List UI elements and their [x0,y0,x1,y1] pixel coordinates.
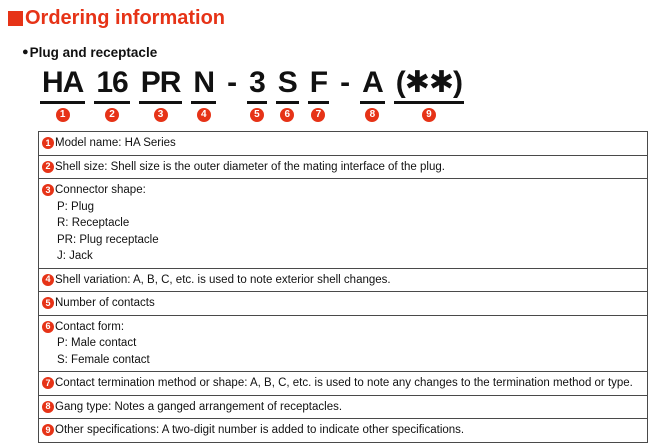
legend-cell [39,315,648,372]
row-text: Shell variation: A, B, C, etc. is used to note exterior shell changes. [55,273,391,286]
legend-cell [39,132,648,156]
row-sub-item: R: Receptacle [57,217,130,229]
segment-number-badge: 2 [105,108,119,122]
legend-row-main-line [42,159,642,176]
legend-row-main-line [42,295,642,312]
segment-number-badge: 5 [250,108,264,122]
row-number-badge: 3 [42,184,54,196]
row-text: Gang type: Notes a ganged arrangement of receptacles. [55,400,343,413]
legend-row [39,315,648,372]
row-number-badge: 8 [42,401,54,413]
row-text: Contact termination method or shape: A, B, C, etc. is used to note any changes to the termination method or type. [55,377,633,389]
part-segment [40,68,85,122]
subsection-header [22,45,658,60]
bullet-icon: ● [22,46,29,58]
legend-row-main-line [42,182,642,199]
main-header [8,8,658,28]
part-separator [225,68,238,104]
legend-row [39,268,648,292]
legend-row [39,395,648,419]
row-number-badge: 9 [42,424,54,436]
legend-row [39,132,648,156]
row-text: Model name: HA Series [55,137,176,149]
legend-cell [39,179,648,269]
part-separator [338,68,351,104]
segment-text: - [227,66,237,99]
row-text: Number of contacts [55,297,155,309]
segment-text: (✱✱) [394,68,464,104]
row-text: Connector shape: [55,184,146,196]
legend-row-main-line [42,422,642,439]
legend-cell [39,292,648,316]
legend-cell [39,155,648,179]
legend-cell [39,268,648,292]
row-sub-item: S: Female contact [57,353,150,366]
page-title: Ordering information [25,7,225,29]
part-segment [191,68,216,122]
segment-number-badge: 1 [56,108,70,122]
segment-text: - [340,66,350,99]
legend-cell [39,419,648,443]
row-text: Shell size: Shell size is the outer diameter of the mating interface of the plug. [55,160,445,173]
legend-row-main-line [42,319,642,336]
legend-row-main-line [42,135,642,152]
part-segment [139,68,183,122]
segment-number-badge: 9 [422,108,436,122]
part-segment [308,68,329,122]
legend-cell [39,395,648,419]
legend-row [39,155,648,179]
row-number-badge: 4 [42,274,54,286]
row-number-badge: 5 [42,297,54,309]
row-sub-item: P: Male contact [57,337,137,349]
ordering-information-page [0,7,658,436]
row-sub-item: J: Jack [57,250,93,262]
part-segment [360,68,385,122]
legend-row [39,372,648,396]
legend-row [39,419,648,443]
segment-text: S [276,68,299,104]
row-text: Other specifications: A two-digit number is added to indicate other specifications. [55,424,465,436]
row-sub-item: P: Plug [57,200,95,213]
segment-number-badge: 6 [280,108,294,122]
segment-text: N [191,68,216,104]
segment-text: 16 [94,68,129,104]
section-marker-icon [8,11,23,26]
segment-number-badge: 8 [365,108,379,122]
part-segment [394,68,464,122]
legend-table [38,131,648,443]
legend-row-main-line [42,272,642,289]
segment-text: A [360,68,385,104]
segment-number-badge: 4 [197,108,211,122]
part-segment [276,68,299,122]
legend-row [39,179,648,269]
row-sub-item: PR: Plug receptacle [57,233,159,246]
segment-number-badge: 7 [311,108,325,122]
part-number-diagram [40,68,658,122]
part-segment [94,68,129,122]
legend-row-main-line [42,399,642,416]
segment-text: 3 [247,68,267,104]
row-number-badge: 7 [42,377,54,389]
row-number-badge: 6 [42,321,54,333]
row-text: Contact form: [55,320,125,333]
segment-number-badge: 3 [154,108,168,122]
part-segment [247,68,267,122]
segment-text: PR [139,68,183,104]
segment-text: HA [40,68,85,104]
legend-row-main-line [42,375,642,392]
subsection-title: Plug and receptacle [29,45,158,60]
legend-cell [39,372,648,396]
row-number-badge: 1 [42,137,54,149]
legend-row [39,292,648,316]
row-number-badge: 2 [42,161,54,173]
segment-text: F [308,68,329,104]
